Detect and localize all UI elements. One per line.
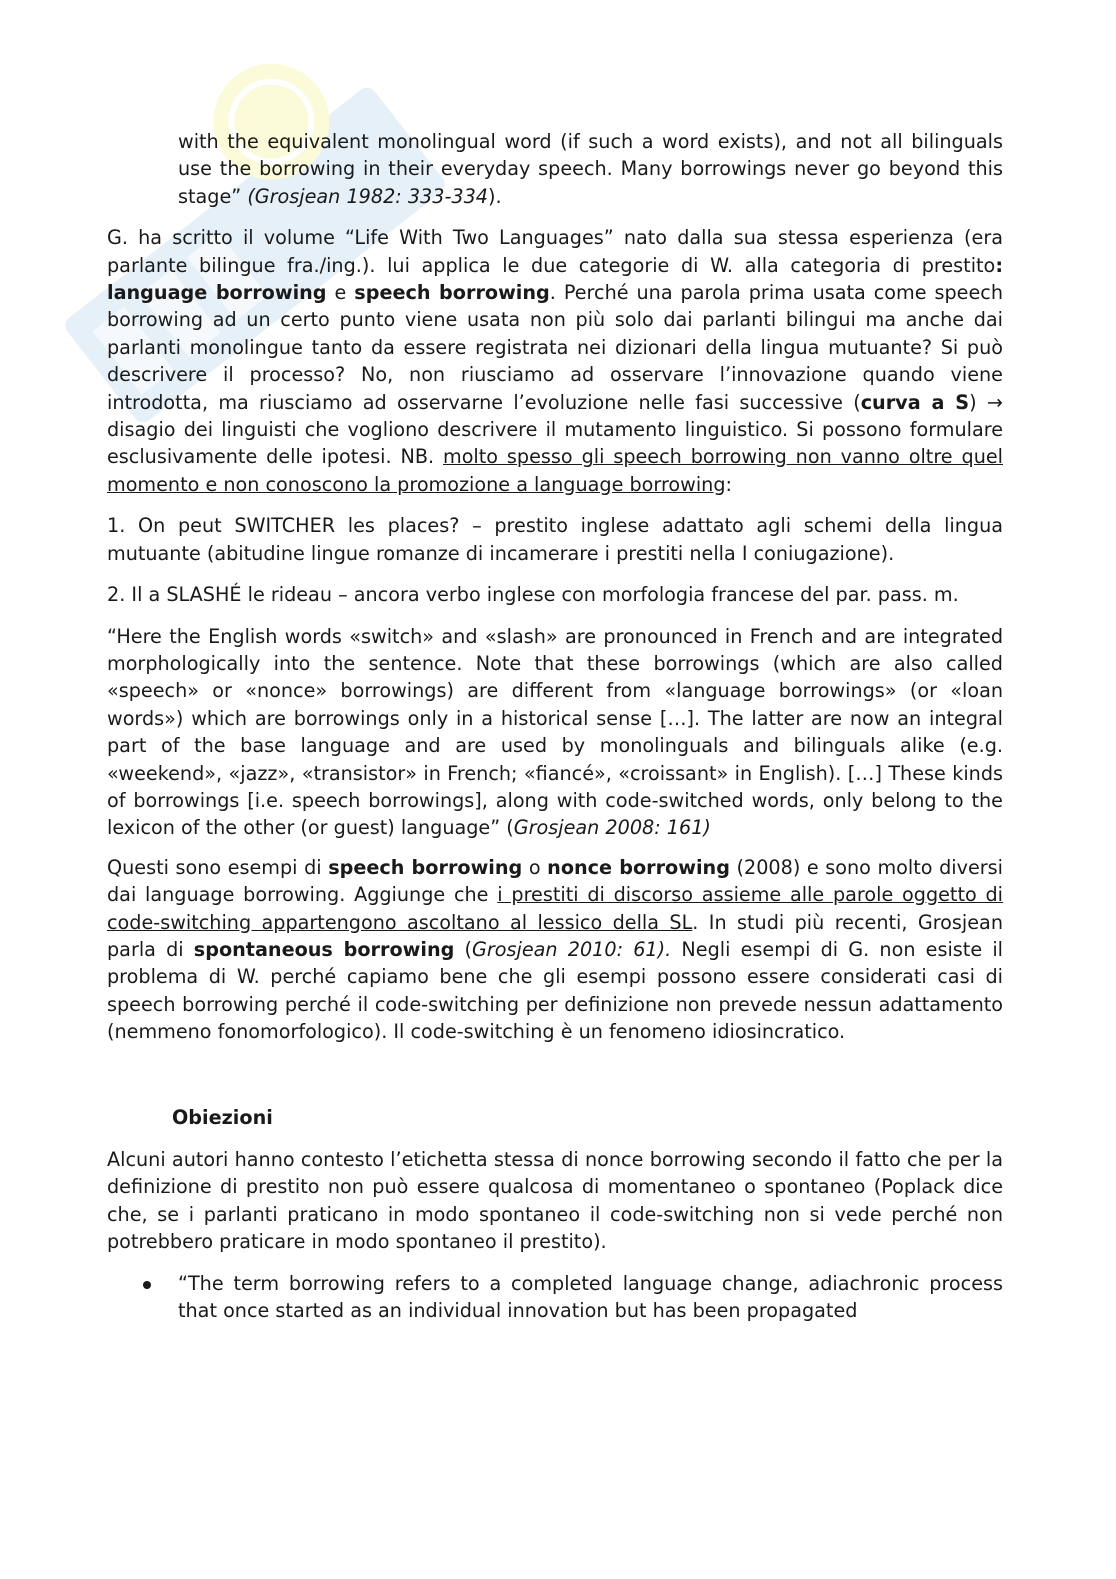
quote-continuation xyxy=(178,128,1003,210)
text: o xyxy=(522,855,548,879)
bullet-icon xyxy=(143,1281,151,1289)
term-language-borrowing: language borrowing xyxy=(107,281,327,305)
citation: Grosjean 2008: 161) xyxy=(513,816,711,840)
citation: Grosjean 2010: 61). xyxy=(472,937,672,961)
paragraph-questi xyxy=(107,854,1003,1046)
section-heading: Obiezioni xyxy=(172,1105,273,1129)
text: . In studi più recenti, Grosjean parla di xyxy=(107,910,1003,961)
text: : xyxy=(725,472,732,496)
text: . Perché una parola prima usata come speech borrowing ad un certo punto viene usata non più solo dai parlanti bilingui ma anche dai parlanti monolingue tanto da essere registrata nei dizionari della lingua mutuante? Si può descrivere il processo? No, non riusciamo ad osservare l’innovazione quando viene introdotta, ma riusciamo ad osservarne l’evoluzione nelle fasi successive ( xyxy=(107,281,1003,414)
term-speech-borrowing: speech borrowing xyxy=(328,855,523,879)
underlined-note: molto spesso gli speech borrowing non vanno oltre quel momento e non conoscono la promozione a language borrowing xyxy=(107,445,1003,496)
example-1: 1. On peut SWITCHER les places? – prestito inglese adattato agli schemi della lingua mutuante (abitudine lingue romanze di incamerare i prestiti nella I coniugazione). xyxy=(107,514,1003,565)
text: ). xyxy=(488,184,502,208)
text: ( xyxy=(454,937,473,961)
example-2: 2. Il a SLASHÉ le rideau – ancora verbo inglese con morfologia francese del par. pass. m. xyxy=(107,583,959,607)
text: G. ha scritto il volume “Life With Two Languages” nato dalla sua stessa esperienza (era parlante bilingue fra./ing.). lui applica le due categorie di W. alla categoria di prestito xyxy=(107,226,1003,277)
term-spontaneous-borrowing: spontaneous borrowing xyxy=(193,937,455,961)
text: with the equivalent monolingual word (if such a word exists), and not all bilinguals use the borrowing in their everyday speech. Many borrowings never go beyond this stage” xyxy=(178,130,1003,208)
list-item-text: “The term borrowing refers to a completed language change, adiachronic process that once started as an individual innovation but has been propagated xyxy=(178,1271,1003,1323)
term-speech-borrowing: speech borrowing xyxy=(354,281,550,305)
paragraph-grosjean xyxy=(107,224,1003,498)
text: Questi sono esempi di xyxy=(107,855,329,879)
text: Negli esempi di G. non esiste il problema di W. perché capiamo bene che gli esempi possono essere considerati casi di speech borrowing perché il code-switching per definizione non prevede nessun adattamento (nemmeno fonomorfologico). Il code-switching è un fenomeno idiosincratico. xyxy=(107,937,1003,1044)
text: ) → disagio dei linguisti che vogliono descrivere il mutamento linguistico. Si possono formulare esclusivamente delle ipotesi. NB. xyxy=(107,390,1003,469)
text: (2008) e sono molto diversi dai language borrowing. Aggiunge che xyxy=(107,855,1003,907)
term-curva-a-s: curva a S xyxy=(860,390,970,414)
text: “Here the English words «switch» and «slash» are pronounced in French and are integrated morphologically into the sentence. Note that these borrowings (which are also called «speech» or «nonce» borrowings) are different from «language borrowings» (or «loan words») which are borrowings only in a historical sense […]. The latter are now an integral part of the base language and are used by monolinguals and bilinguals alike (e.g. «weekend», «jazz», «transistor» in French; «fiancé», «croissant» in English). […] These kinds of borrowings [i.e. speech borrowings], along with code-switched words, only belong to the lexicon of the other (or guest) language” ( xyxy=(107,624,1003,840)
document-page xyxy=(107,128,1003,1324)
paragraph-alcuni: Alcuni autori hanno contesto l’etichetta stessa di nonce borrowing secondo il fatto che per la definizione di prestito non può essere qualcosa di momentaneo o spontaneo (Poplack dice che, se i parlanti praticano in modo spontaneo il code-switching non si vede perché non potrebbero praticare in modo spontaneo il prestito). xyxy=(107,1148,1003,1254)
text: e xyxy=(326,281,355,305)
quote-grosjean-2008 xyxy=(107,623,1003,842)
underlined-note: i prestiti di discorso assieme alle parole oggetto di code-switching appartengono ascoltano al lessico della SL xyxy=(107,883,1004,934)
list-item xyxy=(107,1270,1003,1325)
citation: (Grosjean 1982: 333-334 xyxy=(247,184,489,208)
term-nonce-borrowing: nonce borrowing xyxy=(547,855,730,879)
text: : xyxy=(995,253,1003,277)
